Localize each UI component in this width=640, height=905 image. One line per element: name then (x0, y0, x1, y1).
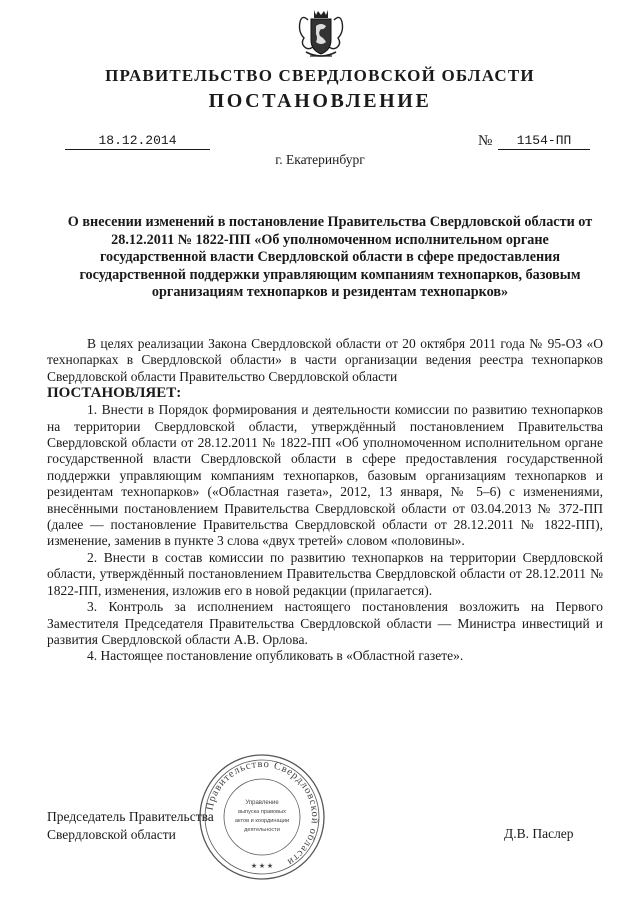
stamp-ring-text: Правительство Свердловской области (204, 758, 321, 868)
stamp-line-2: выпуска правовых (238, 809, 286, 815)
signatory-title-line-2: Свердловской области (47, 827, 176, 842)
svg-text:★ ★ ★: ★ ★ ★ (250, 862, 274, 870)
signatory-title (47, 808, 214, 844)
stamp-line-4: деятельности (244, 827, 280, 833)
item-3: 3. Контроль за исполнением настоящего постановления возложить на Первого Заместителя Председателя Правительства Свердловской области — Министра инвестиций и развития Свердловской области А.В. Орлова. (47, 599, 603, 647)
stamp-line-3: актов и координации (234, 818, 290, 824)
resolution-body (47, 336, 603, 665)
item-4: 4. Настоящее постановление опубликовать в «Областной газете». (87, 648, 464, 664)
intro-paragraph: В целях реализации Закона Свердловской области от 20 октября 2011 года № 95-ОЗ «О технопарках в Свердловской области» в части организации ведения реестра технопарков Свердловской области Правительство Свердловской области (47, 336, 603, 384)
number-sign: № (478, 133, 493, 149)
coat-of-arms-icon (296, 6, 346, 62)
ruling-word: ПОСТАНОВЛЯЕТ: (47, 385, 182, 402)
document-number: 1154-ПП (498, 133, 590, 150)
resolution-heading: О внесении изменений в постановление Правительства Свердловской области от 28.12.2011 № 1822-ПП «Об уполномоченном исполнительном органе государственной власти Свердловской области в сфере предоставления государственной поддержки управляющим компаниям технопарков, базовым организациям технопарков и резидентам технопарков» (67, 214, 593, 300)
document-date: 18.12.2014 (65, 133, 210, 150)
government-name: ПРАВИТЕЛЬСТВО СВЕРДЛОВСКОЙ ОБЛАСТИ (105, 66, 535, 85)
signatory-name: Д.В. Паслер (504, 826, 574, 841)
item-2: 2. Внести в состав комиссии по развитию технопарков на территории Свердловской области, утверждённый постановлением Правительства Свердловской области от 28.12.2011 № 1822-ПП, изменения, изложив его в новой редакции (прилагается). (47, 549, 603, 598)
stamp-line-1: Управление (245, 800, 279, 806)
item-1: 1. Внести в Порядок формирования и деятельности комиссии по развитию технопарков на территории Свердловской области, утверждённый постановлением Правительства Свердловской области от 28.12.2011 № 1822-ПП «Об уполномоченном исполнительном органе государственной власти Свердловской области в сфере предоставления государственной поддержки управляющим компаниям технопарков, базовым организациям технопарков и резидентам технопарков» («Областная газета», 2012, 13 января, № 5–6) с изменениями, внесёнными постановлением Правительства Свердловской области от 03.04.2013 № 372-ПП (далее — постановление Правительства Свердловской области от 28.12.2011 № 1822-ПП), изменение, заменив в пункте 3 слова «двух третей» словом «половины». (47, 402, 603, 549)
signatory-title-line-1: Председатель Правительства (47, 809, 214, 824)
document-type: ПОСТАНОВЛЕНИЕ (208, 90, 432, 112)
city: г. Екатеринбург (275, 152, 365, 167)
official-stamp (197, 752, 327, 882)
